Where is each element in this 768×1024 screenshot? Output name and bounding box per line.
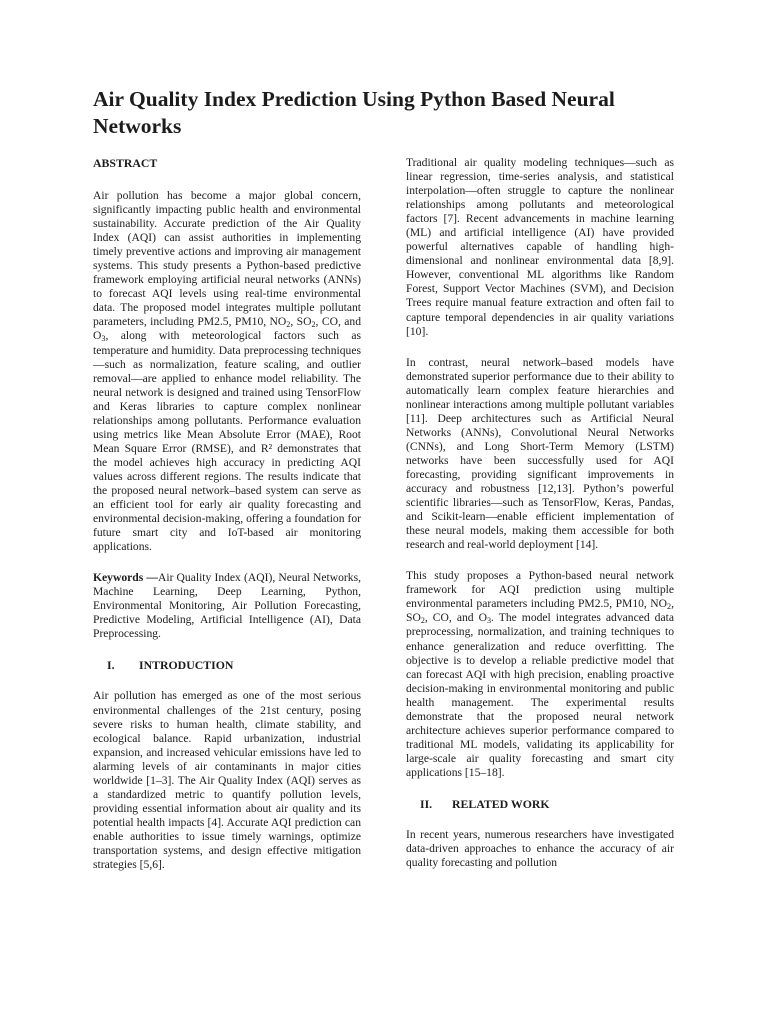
section-number: I. bbox=[107, 658, 115, 673]
intro-paragraph-3: In contrast, neural network–based models have demonstrated superior performance due to their ability to automatically learn complex feature hierarchies and nonlinear interactions among multiple pollutant variables [11]. Deep architectures such as Artificial Neural Networks (ANNs), Convolutional Neural Networks (CNNs), and Long Short-Term Memory (LSTM) networks have been successfully used for AQI forecasting, providing significant improvements in accuracy and robustness [12,13]. Python’s powerful scientific libraries—such as TensorFlow, Keras, Pandas, and Scikit-learn—enable efficient implementation of these neural models, making them accessible for both research and real-world deployment [14]. bbox=[406, 355, 674, 552]
section-heading-related-work bbox=[406, 797, 674, 811]
intro-paragraph-1: Air pollution has emerged as one of the most serious environmental challenges of the 21st century, posing severe risks to human health, climate stability, and ecological balance. Rapid urbanization, industrial expansion, and increased vehicular emissions have led to alarming levels of air contaminants in major cities worldwide [1–3]. The Air Quality Index (AQI) serves as a standardized metric to quantify pollution levels, providing essential information about air quality and its potential health impacts [4]. Accurate AQI prediction can enable authorities to issue timely warnings, optimize transportation systems, and design effective mitigation strategies [5,6]. bbox=[93, 689, 361, 872]
section-title: INTRODUCTION bbox=[139, 658, 234, 673]
abstract-text: Air pollution has become a major global concern, significantly impacting public health and environmental sustainability. Accurate prediction of the Air Quality Index (AQI) can assist authorities in implementing timely preventive actions and improving air management systems. This study presents a Python-based predictive framework employing artificial neural networks (ANNs) to forecast AQI levels using real-time environmental data. The proposed model integrates multiple pollutant parameters, including PM2.5, PM10, $NO_2$, $SO_2$, CO, and $O_3$, along with meteorological factors such as temperature and humidity. Data preprocessing techniques—such as normalization, feature scaling, and outlier removal—are applied to enhance model reliability. The neural network is designed and trained using TensorFlow and Keras libraries to capture complex nonlinear relationships among pollutants. Performance evaluation using metrics like Mean Absolute Error (MAE), Root Mean Square Error (RMSE), and R² demonstrates that the model achieves high accuracy in predicting AQI values across different regions. The results indicate that the proposed neural network–based system can serve as an efficient tool for early air quality forecasting and environmental decision-making, offering a foundation for future smart city and IoT-based air monitoring applications. bbox=[93, 189, 361, 554]
paper-title: Air Quality Index Prediction Using Python Based Neural Networks bbox=[93, 87, 615, 138]
section-title: RELATED WORK bbox=[452, 796, 550, 811]
section-number: II. bbox=[420, 796, 433, 811]
keywords bbox=[93, 571, 361, 641]
section-heading-introduction bbox=[93, 658, 361, 672]
intro-paragraph-4: This study proposes a Python-based neural network framework for AQI prediction using multiple environmental parameters including PM2.5, PM10, $NO_2$, $SO_2$, CO, and $O_3$. The model integrates advanced data preprocessing, normalization, and training techniques to enhance generalization and reduce overfitting. The objective is to develop a reliable predictive model that can forecast AQI with high precision, enabling proactive decision-making in environmental monitoring and public health management. The experimental results demonstrate that the proposed neural network architecture achieves superior performance compared to traditional ML models, validating its applicability for large-scale air quality forecasting and smart city applications [15–18]. bbox=[406, 569, 674, 779]
left-column bbox=[93, 156, 361, 872]
keywords-label: Keywords — bbox=[93, 571, 158, 585]
abstract-heading: ABSTRACT bbox=[93, 156, 158, 170]
keywords-text: Air Quality Index (AQI), Neural Networks, Machine Learning, Deep Learning, Python, Environmental Monitoring, Air Pollution Forecasting, Predictive Modeling, Artificial Intelligence (AI), Data Preprocessing. bbox=[93, 571, 361, 641]
related-paragraph-1: In recent years, numerous researchers have investigated data-driven approaches to enhance the accuracy of air quality forecasting and pollution bbox=[406, 827, 674, 870]
intro-paragraph-2: Traditional air quality modeling techniques—such as linear regression, time-series analysis, and statistical interpolation—often struggle to capture the nonlinear relationships among pollutants and meteorological factors [7]. Recent advancements in machine learning (ML) and artificial intelligence (AI) have provided powerful alternatives capable of handling high-dimensional and nonlinear environmental data [8,9]. However, conventional ML algorithms like Random Forest, Support Vector Machines (SVM), and Decision Trees require manual feature extraction and often fail to capture temporal dependencies in air quality variations [10]. bbox=[406, 156, 674, 338]
right-column bbox=[406, 156, 674, 870]
